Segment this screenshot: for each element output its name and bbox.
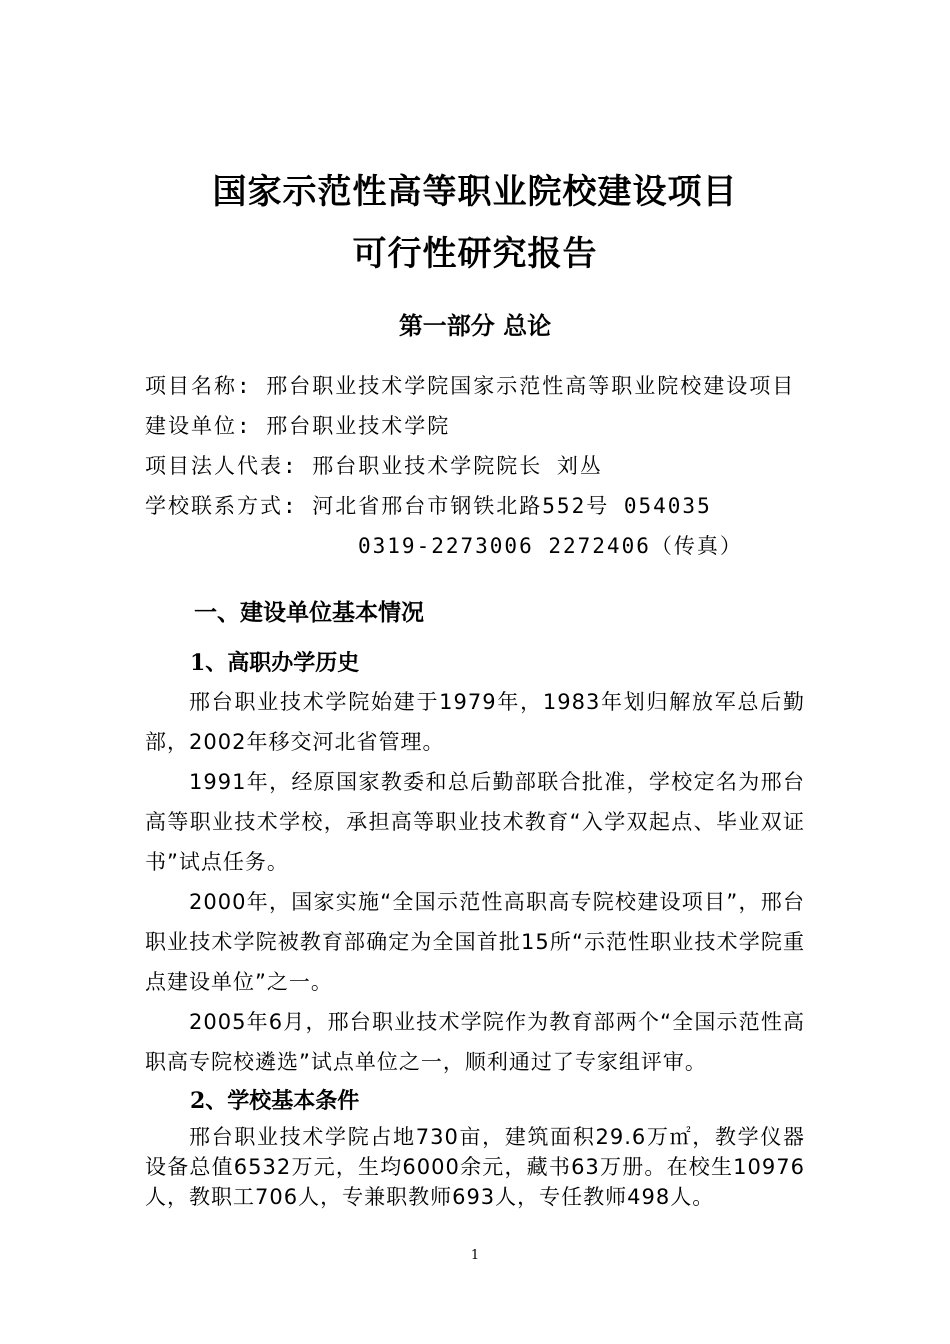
contact-line: 学校联系方式: 河北省邢台市钢铁北路552号 054035: [145, 494, 712, 518]
phone-line: 0319-2273006 2272406（传真）: [358, 534, 743, 558]
history-paragraph: 1991年，经原国家教委和总后勤部联合批准，学校定名为邢台高等职业技术学校，承担高等职业技术教育“入学双起点、毕业双证书”试点任务。: [145, 770, 805, 874]
subsection-heading-conditions: 2、学校基本条件: [190, 1088, 360, 1114]
part-heading: 第一部分 总论: [398, 311, 552, 340]
conditions-paragraph: 邢台职业技术学院占地730亩，建筑面积29.6万㎡，教学仪器设备总值6532万元，生均6000余元，藏书63万册。在校生10976人，教职工706人，专兼职教师693人，专任教师498人。: [145, 1125, 805, 1209]
page-number: 1: [470, 1248, 480, 1263]
history-paragraph: 邢台职业技术学院始建于1979年，1983年划归解放军总后勤部，2002年移交河北省管理。: [145, 690, 805, 754]
subsection-heading-history: 1、高职办学历史: [190, 650, 360, 676]
history-paragraph: 2005年6月，邢台职业技术学院作为教育部两个“全国示范性高职高专院校遴选”试点单位之一，顺利通过了专家组评审。: [145, 1010, 805, 1074]
legal-representative-line: 项目法人代表: 邢台职业技术学院院长 刘丛: [145, 454, 603, 478]
history-paragraph: 2000年，国家实施“全国示范性高职高专院校建设项目”，邢台职业技术学院被教育部确定为全国首批15所“示范性职业技术学院重点建设单位”之一。: [145, 890, 805, 994]
project-name-line: 项目名称: 邢台职业技术学院国家示范性高等职业院校建设项目: [145, 374, 796, 398]
document-title-line2: 可行性研究报告: [352, 234, 598, 274]
section-heading-1: 一、建设单位基本情况: [194, 599, 424, 626]
document-title-line1: 国家示范性高等职业院校建设项目: [212, 172, 738, 212]
construction-unit-line: 建设单位: 邢台职业技术学院: [145, 414, 451, 438]
